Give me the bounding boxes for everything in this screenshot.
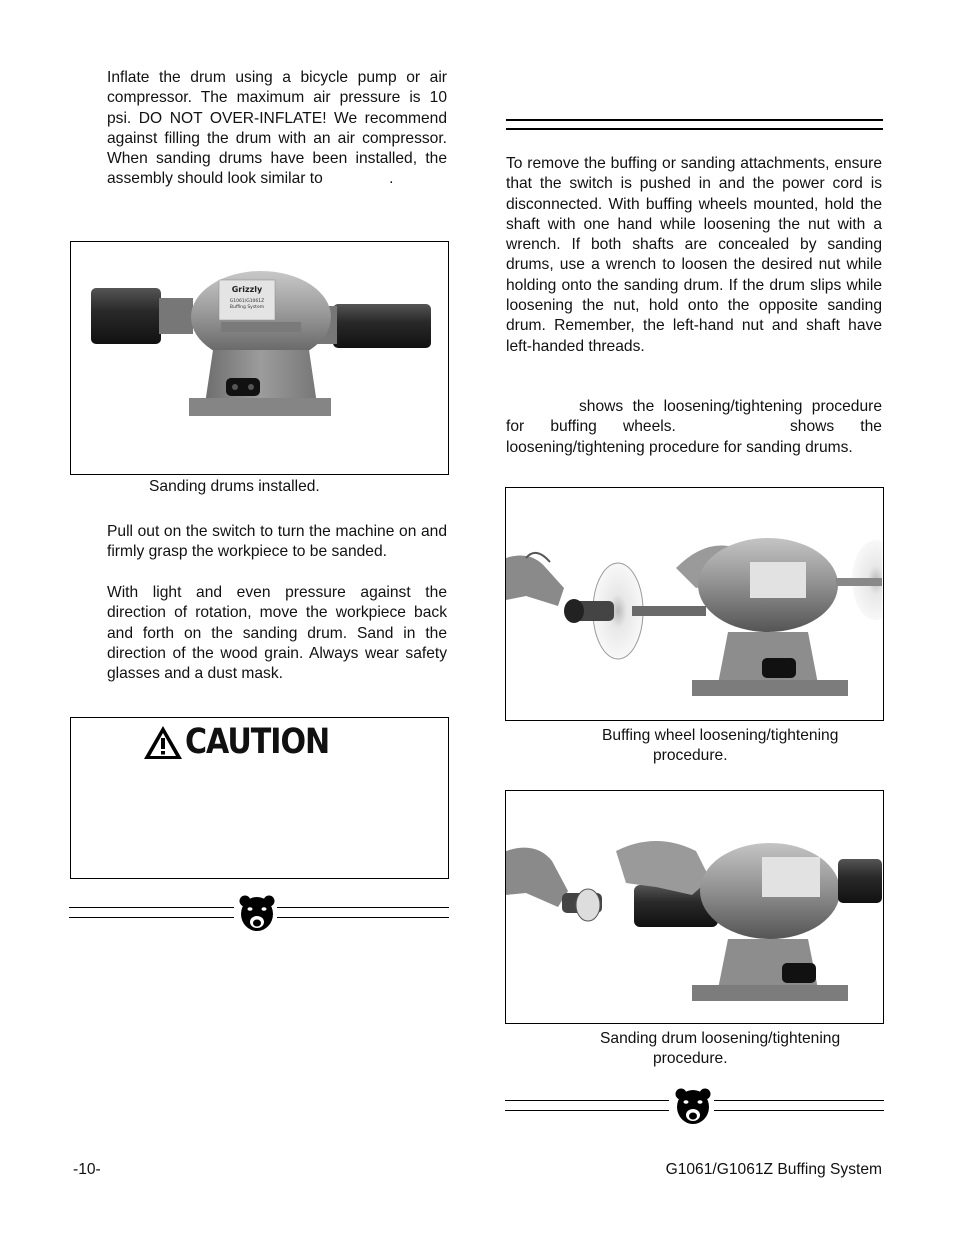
figure-sanding-drum [505, 790, 884, 1024]
figure-reference-paragraph [506, 397, 882, 458]
figure-caption-sanding-drums: Sanding drums installed. [149, 478, 320, 495]
grizzly-bear-icon [238, 894, 276, 934]
divider-line [69, 907, 234, 908]
divider-line [714, 1100, 884, 1101]
figure-caption-buffing-line2: procedure. [653, 747, 728, 764]
shows-text-sanding: shows the loosening/tightening procedure for sanding drums. [506, 418, 882, 456]
divider-line [277, 907, 449, 908]
intro-paragraph [107, 68, 447, 190]
divider-line [277, 917, 449, 918]
section-rule-bottom [506, 128, 883, 130]
machine-name-label: Buffing System [229, 305, 265, 310]
sanding-pressure-paragraph: With light and even pressure against the direction of rotation, move the workpiece back and forth on the sanding drum. Sand in the direction of the wood grain. Always wear safety glasses and a dust mask. [107, 584, 447, 683]
machine-model-label: G1061/G1061Z [229, 299, 265, 304]
page-number: -10- [73, 1161, 101, 1178]
warning-triangle-icon [142, 724, 184, 761]
removal-paragraph: To remove the buffing or sanding attachments, ensure that the switch is pushed in and the power cord is disconnected. With buffing wheels mounted, hold the shaft with one hand while loosening the nut with a wrench. If both shafts are concealed by sanding drums, use a wrench to loosen the desired nut while holding onto the sanding drum. If the drum slips while loosening the nut, hold onto the opposite sanding drum. Remember, the left-hand nut and shaft have left-handed threads. [506, 155, 882, 355]
divider-line [714, 1110, 884, 1111]
caution-heading: CAUTION [185, 722, 330, 762]
manual-title: G1061/G1061Z Buffing System [665, 1161, 882, 1178]
section-rule-top [506, 119, 883, 121]
divider-line [505, 1110, 669, 1111]
sanding-drums-photo [71, 242, 447, 473]
divider-line [69, 917, 234, 918]
sanding-drum-photo [506, 791, 882, 1022]
grizzly-bear-icon [674, 1087, 712, 1127]
figure-sanding-drums [70, 241, 449, 475]
intro-text: Inflate the drum using a bicycle pump or air compressor. The maximum air pressure is 10 psi. DO NOT OVER-INFLATE! We recommend against filling the drum with an air compressor. When sanding drums have been installed, the assembly should look similar to [107, 69, 447, 188]
divider-line [505, 1100, 669, 1101]
figure-caption-buffing-line1: Buffing wheel loosening/tightening [602, 727, 839, 744]
pull-switch-paragraph: Pull out on the switch to turn the machine on and firmly grasp the workpiece to be sanded. [107, 523, 447, 561]
shows-text-buffing: shows the loosening/tightening procedure for buffing wheels. [506, 398, 882, 436]
figure-caption-sanding-line1: Sanding drum loosening/tightening [600, 1030, 841, 1047]
buffing-wheel-photo [506, 488, 882, 719]
intro-tail: . [389, 170, 394, 188]
machine-brand-label: Grizzly [231, 285, 263, 294]
figure-buffing-wheel [505, 487, 884, 721]
figure-caption-sanding-line2: procedure. [653, 1050, 728, 1067]
